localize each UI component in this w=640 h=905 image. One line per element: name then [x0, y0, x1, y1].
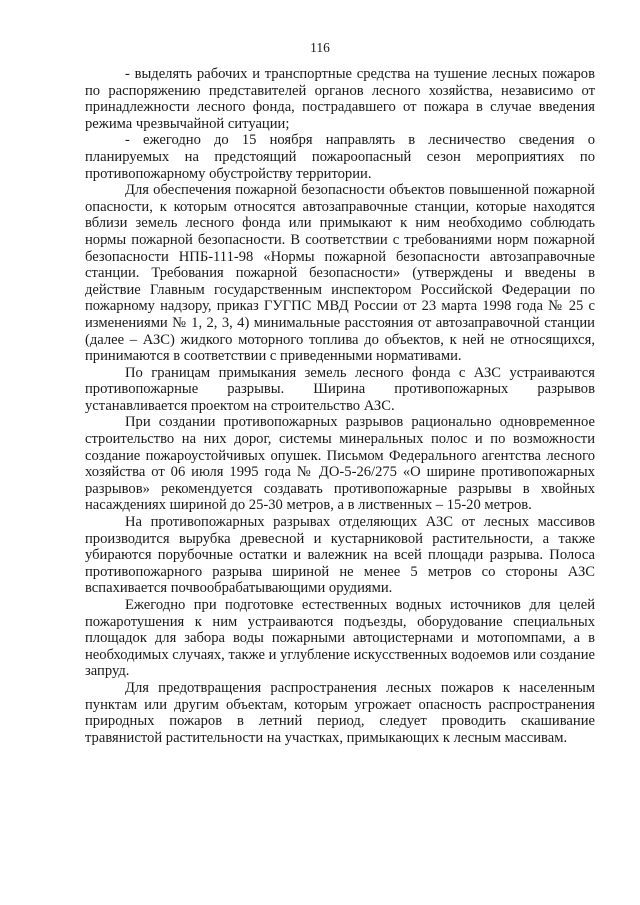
paragraph-8: Для предотвращения распространения лесных пожаров к населенным пунктам или другим объектам, которым угрожает опасность распространения природных пожаров в летний период, следует проводить скашивание травянистой растительности на участках, примыкающих к лесным массивам. — [85, 679, 595, 746]
paragraph-3: Для обеспечения пожарной безопасности объектов повышенной пожарной опасности, к которым относятся автозаправочные станции, которые находятся вблизи земель лесного фонда или примыкают к ним необходимо соблюдать нормы пожарной безопасности. В соответствии с требованиями норм пожарной безопасности НПБ-111-98 «Нормы пожарной безопасности автозаправочные станции. Требования пожарной безопасности» (утверждены и введены в действие Главным государственным инспектором Российской Федерации по пожарному надзору, приказ ГУГПС МВД России от 23 марта 1998 года № 25 с изменениями № 1, 2, 3, 4) минимальные расстояния от автозаправочной станции (далее – АЗС) жидкого моторного топлива до объектов, к ней не относящихся, принимаются в соответствии с приведенными нормативами. — [85, 182, 595, 365]
document-body — [85, 66, 595, 746]
paragraph-5: При создании противопожарных разрывов рационально одновременное строительство на них дорог, системы минеральных полос и по возможности создание пожароустойчивых опушек. Письмом Федерального агентства лесного хозяйства от 06 июля 1995 года № ДО-5-26/275 «О ширине противопожарных разрывов» рекомендуется создавать противопожарные разрывы в хвойных насаждениях шириной до 25-30 метров, а в лиственных – 15-20 метров. — [85, 414, 595, 514]
paragraph-4: По границам примыкания земель лесного фонда с АЗС устраиваются противопожарные разрывы. Ширина противопожарных разрывов устанавливается проектом на строительство АЗС. — [85, 364, 595, 414]
paragraph-2: - ежегодно до 15 ноября направлять в лесничество сведения о планируемых на предстоящий пожароопасный сезон мероприятиях по противопожарному обустройству территории. — [85, 132, 595, 182]
paragraph-6: На противопожарных разрывах отделяющих АЗС от лесных массивов производится вырубка древесной и кустарниковой растительности, а также убираются порубочные остатки и валежник на всей площади разрыва. Полоса противопожарного разрыва шириной не менее 5 метров со стороны АЗС вспахивается почвообрабатывающими орудиями. — [85, 514, 595, 597]
paragraph-7: Ежегодно при подготовке естественных водных источников для целей пожаротушения к ним устраиваются подъезды, оборудование специальных площадок для забора воды пожарными автоцистернами и мотопомпами, а в необходимых случаях, также и углубление искусственных водоемов или создание запруд. — [85, 597, 595, 680]
paragraph-1: - выделять рабочих и транспортные средства на тушение лесных пожаров по распоряжению представителей органов лесного хозяйства, независимо от принадлежности лесного фонда, пострадавшего от пожара в случае введения режима чрезвычайной ситуации; — [85, 66, 595, 132]
page-number: 116 — [310, 40, 330, 55]
